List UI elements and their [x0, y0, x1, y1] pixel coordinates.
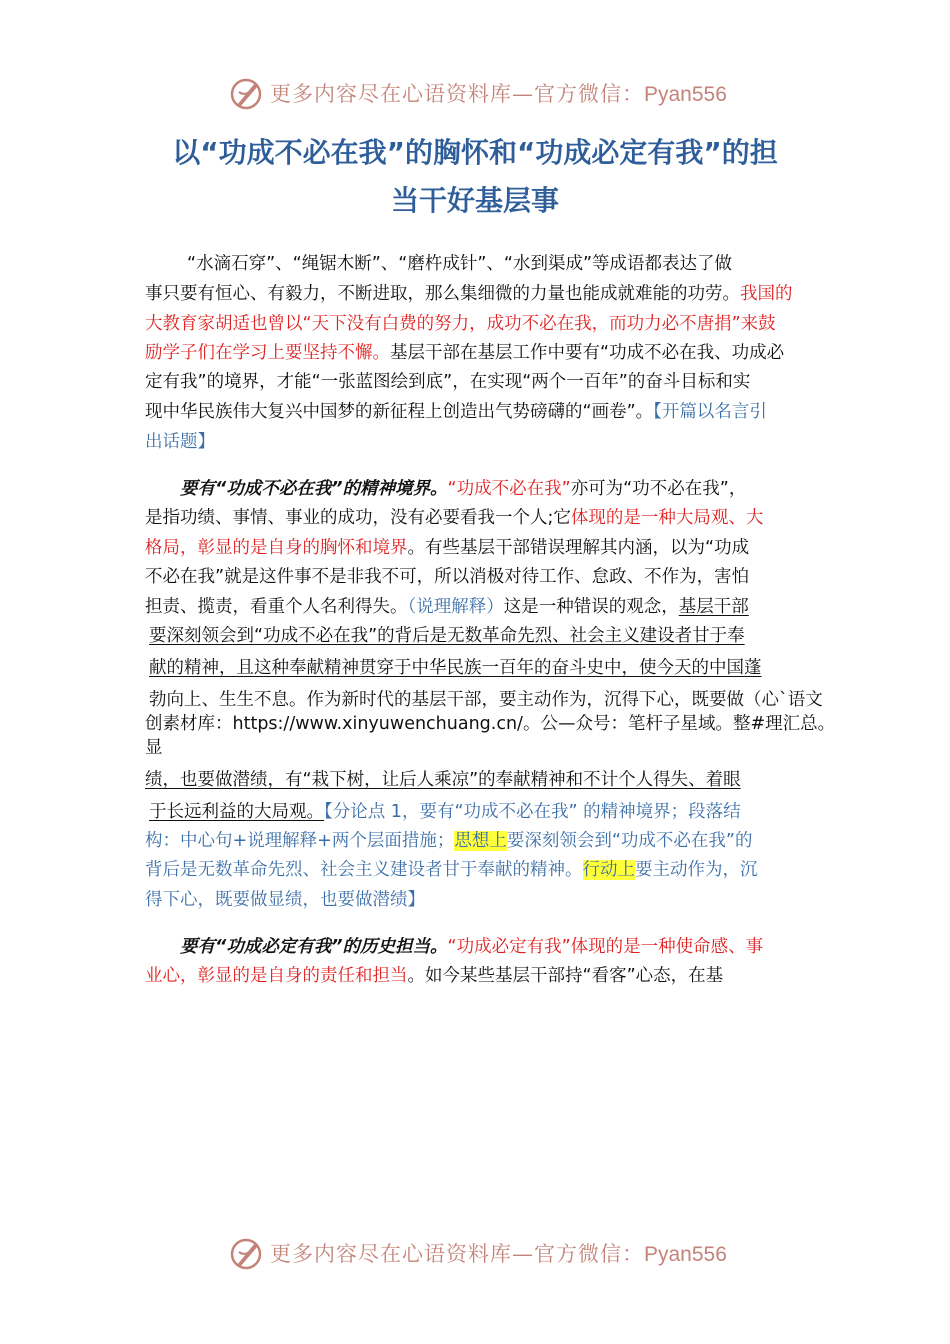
text-line: 显	[145, 738, 163, 758]
text-line: 背后是无数革命先烈、社会主义建设者甘于奉献的精神。行动上要主动作为，沉	[145, 860, 758, 880]
text-line: 业心，彰显的是自身的责任和担当。如今某些基层干部持“看客”心态，在基	[145, 966, 724, 986]
text-line: 勃向上、生生不息。作为新时代的基层干部，要主动作为，沉得下心，既要做（心`语文	[149, 690, 823, 710]
section-heading: 要有“功成必定有我”的历史担当。	[180, 937, 448, 957]
pen-logo-icon	[228, 1235, 264, 1271]
page-title-line-1: 以“功成不必在我”的胸怀和“功成必定有我”的担	[172, 136, 778, 169]
text-line: 不必在我”就是这件事不是非我不可，所以消极对待工作、怠政、不作为，害怕	[145, 567, 750, 587]
text-line: 是指功绩、事情、事业的成功，没有必要看我一个人;它体现的是一种大局观、大	[145, 508, 764, 528]
banner-text: 更多内容尽在心语资料库—官方微信：Pyan556	[270, 82, 727, 106]
top-banner	[228, 70, 727, 116]
text-line: 事只要有恒心、有毅力，不断进取，那么集细微的力量也能成就难能的功劳。我国的	[145, 284, 793, 304]
text-line: 要深刻领会到“功成不必在我”的背后是无数革命先烈、社会主义建设者甘于奉	[149, 626, 745, 646]
text-line: 绩，也要做潜绩，有“栽下树，让后人乘凉”的奉献精神和不计个人得失、着眼	[145, 770, 741, 790]
text-line: 于长远利益的大局观。【分论点 1，要有“功成不必在我” 的精神境界；段落结	[149, 802, 741, 822]
text-line: 格局，彰显的是自身的胸怀和境界。有些基层干部错误理解其内涵，以为“功成	[145, 538, 750, 558]
text-line: 定有我”的境界，才能“一张蓝图绘到底”，在实现“两个一百年”的奋斗目标和实	[145, 372, 751, 392]
text-line: 要有“功成不必在我”的精神境界。“功成不必在我”亦可为“功不必在我”，	[180, 479, 747, 499]
text-line: 创素材库：https://www.xinyuwenchuang.cn/。公—众号：笔杆子星域。整#理汇总。	[145, 714, 836, 734]
page-title-line-2: 当干好基层事	[390, 184, 559, 217]
text-line: 现中华民族伟大复兴中国梦的新征程上创造出气势磅礴的“画卷”。【开篇以名言引	[145, 402, 767, 422]
banner-wechat-id: Pyan556	[644, 83, 727, 106]
text-line: 出话题】	[145, 432, 215, 452]
text-line: “水滴石穿”、“绳锯木断”、“磨杵成针”、“水到渠成”等成语都表达了做	[187, 254, 733, 274]
text-line: 要有“功成必定有我”的历史担当。“功成必定有我”体现的是一种使命感、事	[180, 937, 764, 957]
highlight-xingdong: 行动上	[582, 860, 635, 880]
pen-logo-icon	[228, 75, 264, 111]
text-line: 大教育家胡适也曾以“天下没有白费的努力，成功不必在我，而功力必不唐捐”来鼓	[145, 314, 776, 334]
text-line: 担责、揽责，看重个人名利得失。（说理解释）这是一种错误的观念，基层干部	[145, 597, 749, 617]
text-line: 励学子们在学习上要坚持不懈。基层干部在基层工作中要有“功成不必在我、功成必	[145, 343, 785, 363]
bottom-banner	[228, 1230, 727, 1276]
highlight-sixiang: 思想上	[454, 831, 507, 851]
text-line: 献的精神，且这种奉献精神贯穿于中华民族一百年的奋斗史中，使今天的中国蓬	[149, 658, 762, 678]
text-line: 构：中心句+说理解释+两个层面措施；思想上要深刻领会到“功成不必在我”的	[145, 831, 753, 851]
banner-wechat-id: Pyan556	[644, 1243, 727, 1266]
banner-text: 更多内容尽在心语资料库—官方微信：Pyan556	[270, 1242, 727, 1266]
text-line: 得下心，既要做显绩，也要做潜绩】	[145, 890, 425, 910]
section-heading: 要有“功成不必在我”的精神境界。	[180, 479, 448, 499]
